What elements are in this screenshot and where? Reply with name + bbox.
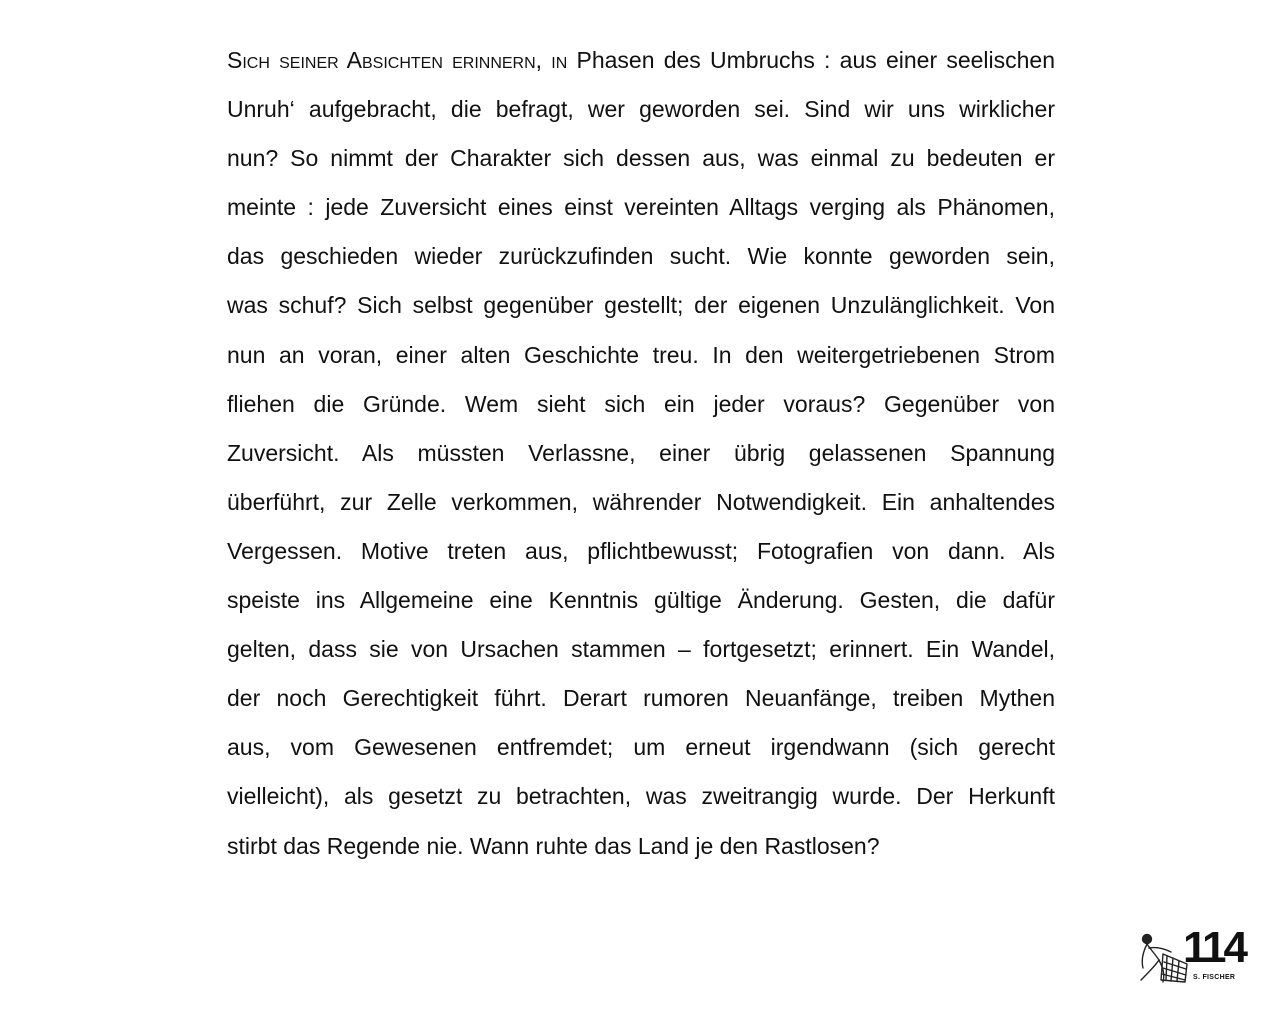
text-line-9: Zuversicht. Als müssten Verlassne, einer übrig gelassenen Spannung: [227, 439, 1055, 466]
publisher-label: S. FISCHER: [1193, 974, 1236, 981]
text-line-13: gelten, dass sie von Ursachen stammen – fortgesetzt; erinnert. Ein Wandel,: [227, 636, 1055, 663]
text-line-6: was schuf? Sich selbst gegenüber gestellt; der eigenen Unzulänglichkeit. Von: [227, 292, 1055, 319]
text-line-10: überführt, zur Zelle verkommen, währender Notwendigkeit. Ein anhaltendes: [227, 488, 1055, 515]
text-line-17: stirbt das Regende nie. Wann ruhte das Land je den Rastlosen?: [227, 832, 880, 859]
text-line-11: Vergessen. Motive treten aus, pflichtbewusst; Fotografien von dann. Als: [227, 537, 1055, 564]
text-line-14: der noch Gerechtigkeit führt. Derart rumoren Neuanfänge, treiben Mythen: [227, 685, 1055, 712]
text-line-5: das geschieden wieder zurückzufinden sucht. Wie konnte geworden sein,: [227, 243, 1055, 270]
text-line-15: aus, vom Gewesenen entfremdet; um erneut irgendwann (sich gerecht: [227, 734, 1055, 761]
fisherman-logo-icon: [1133, 930, 1189, 986]
body-text: [227, 36, 1055, 871]
page-number: 114: [1183, 923, 1245, 972]
page-footer: [1133, 923, 1251, 992]
text-line-2: Unruh‘ aufgebracht, die befragt, wer geworden sei. Sind wir uns wirklicher: [227, 96, 1055, 123]
opening-smallcaps: Sich seiner Absichten erinnern, in: [227, 47, 568, 73]
text-line-3: nun? So nimmt der Charakter sich dessen aus, was einmal zu bedeuten er: [227, 145, 1055, 172]
text-line-4: meinte : jede Zuversicht eines einst vereinten Alltags verging als Phänomen,: [227, 194, 1055, 221]
text-line-1: Sich seiner Absichten erinnern, in Phasen des Umbruchs : aus einer seelischen: [227, 47, 1055, 73]
text-line-16: vielleicht), als gesetzt zu betrachten, was zweitrangig wurde. Der Herkunft: [227, 783, 1055, 810]
text-line-7: nun an voran, einer alten Geschichte treu. In den weitergetriebenen Strom: [227, 341, 1055, 368]
text-line-12: speiste ins Allgemeine eine Kenntnis gültige Änderung. Gesten, die dafür: [227, 587, 1055, 614]
text-line-8: fliehen die Gründe. Wem sieht sich ein jeder voraus? Gegenüber von: [227, 390, 1055, 417]
